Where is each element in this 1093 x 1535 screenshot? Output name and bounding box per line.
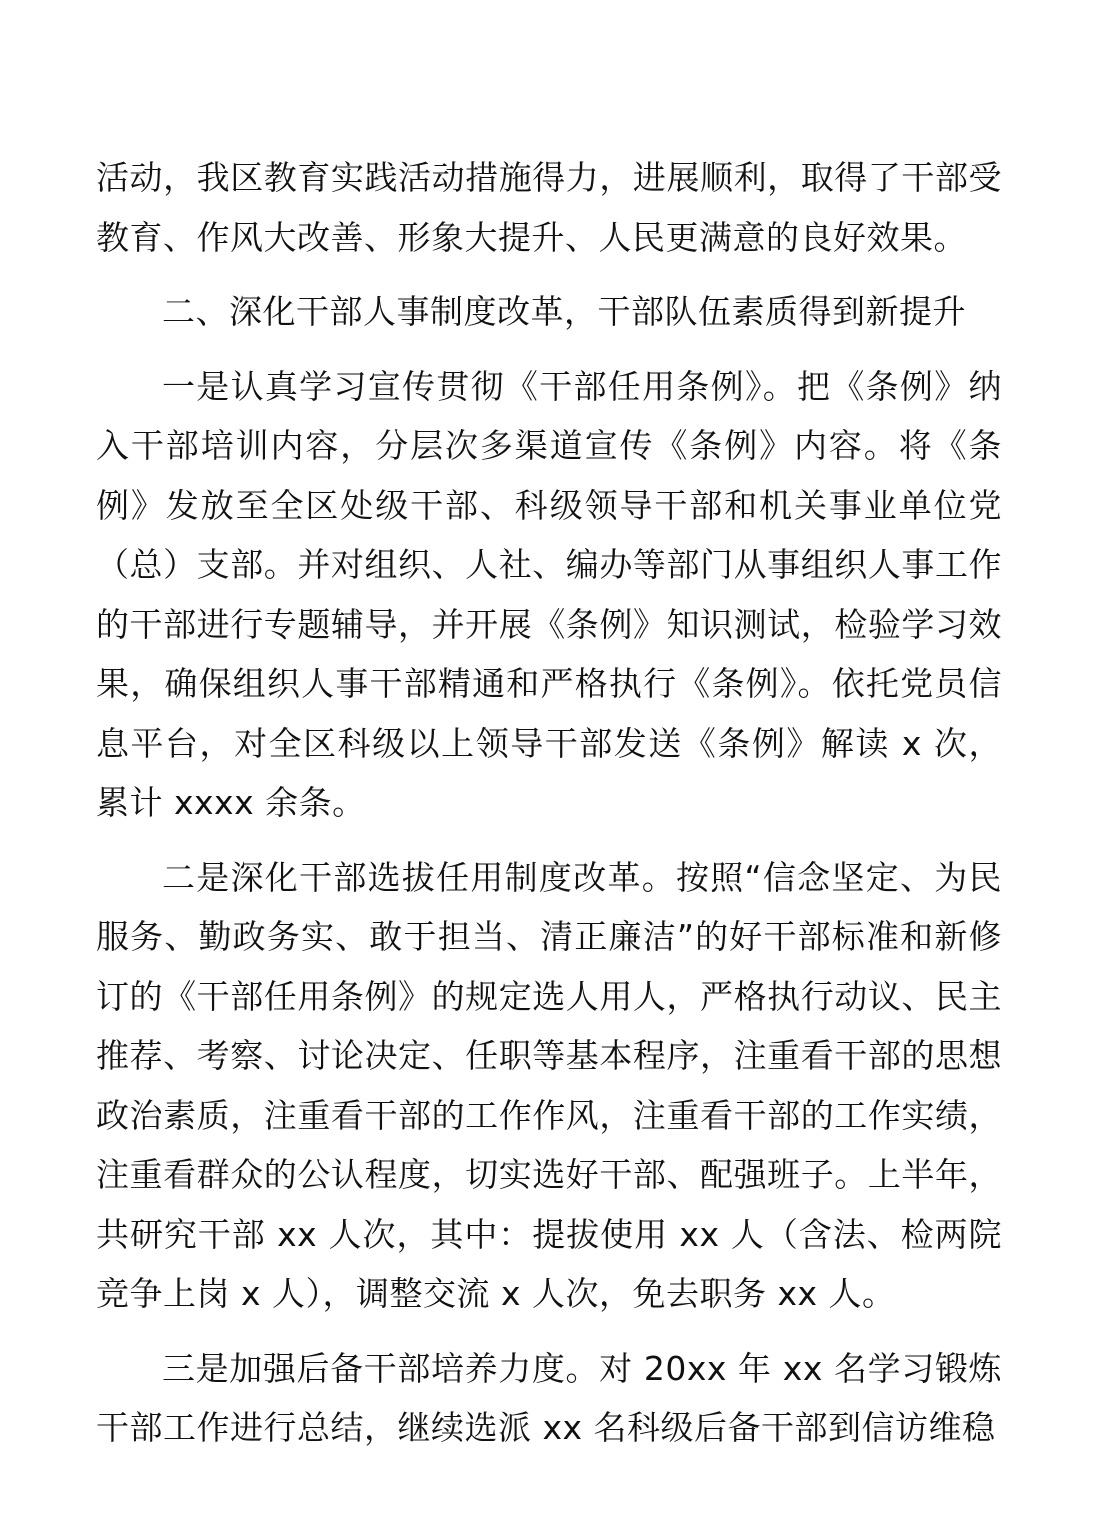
document-page bbox=[96, 148, 1002, 1458]
paragraph-study-regulations: 一是认真学习宣传贯彻《干部任用条例》。把《条例》纳入干部培训内容，分层次多渠道宣传《条例》内容。将《条例》发放至全区处级干部、科级领导干部和机关事业单位党（总）支部。并对组织、人社、编办等部门从事组织人事工作的干部进行专题辅导，并开展《条例》知识测试，检验学习效果，确保组织人事干部精通和严格执行《条例》。依托党员信息平台，对全区科级以上领导干部发送《条例》解读 x 次，累计 xxxx 余条。 bbox=[96, 366, 1002, 822]
paragraph-continuation: 活动，我区教育实践活动措施得力，进展顺利，取得了干部受教育、作风大改善、形象大提升、人民更满意的良好效果。 bbox=[96, 158, 1002, 257]
section-heading: 二、深化干部人事制度改革，干部队伍素质得到新提升 bbox=[162, 292, 966, 331]
paragraph-reserve-cadres: 三是加强后备干部培养力度。对 20xx 年 xx 名学习锻炼干部工作进行总结，继续选派 xx 名科级后备干部到信访维稳 bbox=[96, 1348, 1002, 1447]
paragraph-selection-reform: 二是深化干部选拔任用制度改革。按照“信念坚定、为民服务、勤政务实、敢于担当、清正廉洁”的好干部标准和新修订的《干部任用条例》的规定选人用人，严格执行动议、民主推荐、考察、讨论决定、任职等基本程序，注重看干部的思想政治素质，注重看干部的工作作风，注重看干部的工作实绩，注重看群众的公认程度，切实选好干部、配强班子。上半年，共研究干部 xx 人次，其中：提拔使用 xx 人（含法、检两院竞争上岗 x 人），调整交流 x 人次，免去职务 xx 人。 bbox=[96, 857, 1002, 1313]
